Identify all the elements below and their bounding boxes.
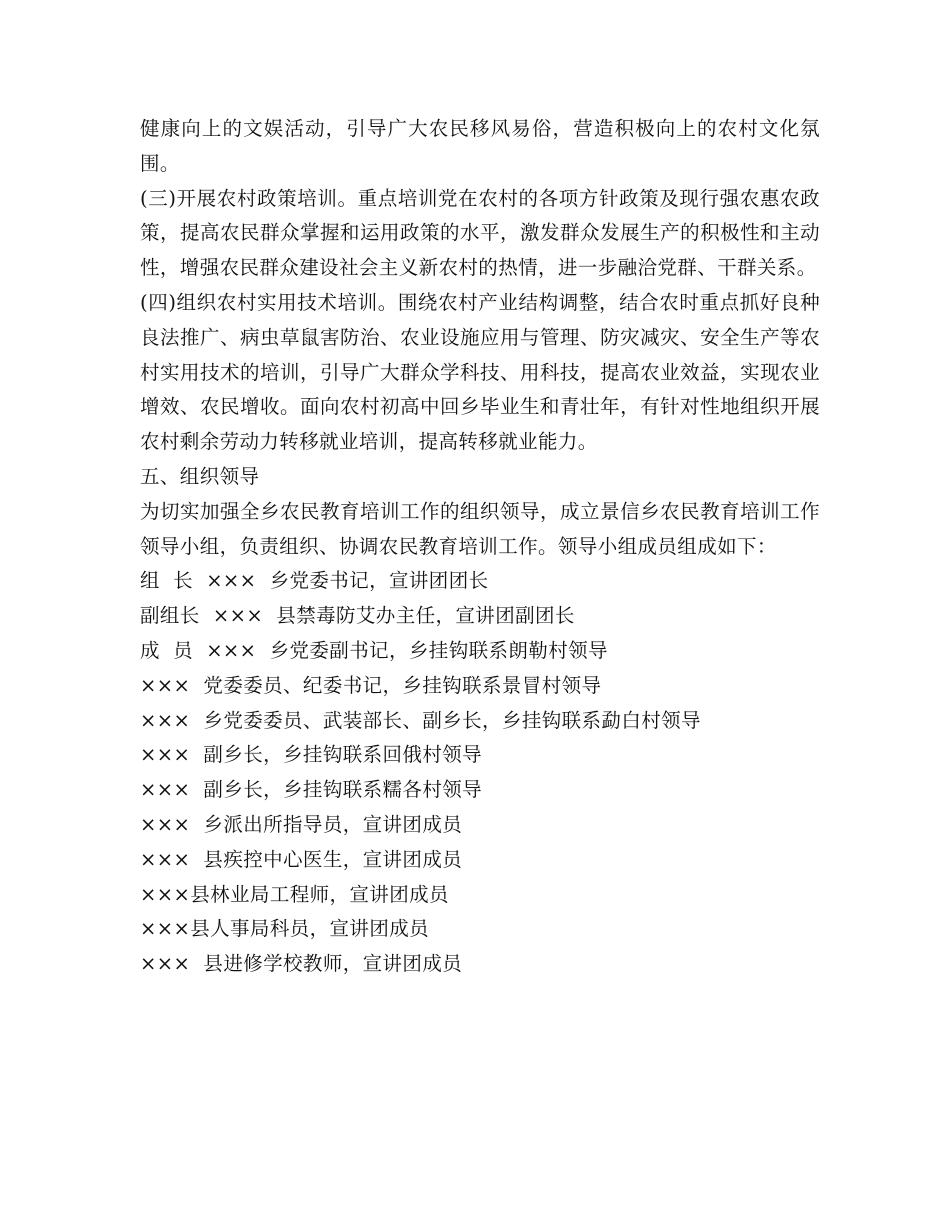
member-line: ××× 副乡长，乡挂钩联系回俄村领导 [140,743,483,767]
member-line: ×××县人事局科员，宣讲团成员 [140,917,430,941]
document-body [140,112,820,982]
member-line-leader: 组 长 ××× 乡党委书记，宣讲团团长 [140,569,489,593]
member-line: ××× 乡党委委员、武装部长、副乡长，乡挂钩联系勐白村领导 [140,708,701,732]
member-line: ××× 乡派出所指导员，宣讲团成员 [140,812,463,836]
paragraph-leadership-group-intro: 为切实加强全乡农民教育培训工作的组织领导，成立景信乡农民教育培训工作领导小组，负责组织、协调农民教育培训工作。领导小组成员组成如下： [140,499,820,558]
member-line: ××× 副乡长，乡挂钩联系糯各村领导 [140,778,483,802]
paragraph-cultural-activities: 健康向上的文娱活动，引导广大农民移风易俗，营造积极向上的农村文化氛围。 [140,117,820,175]
member-line: 成 员 ××× 乡党委副书记，乡挂钩联系朗勒村领导 [140,638,608,662]
paragraph-technical-training: (四)组织农村实用技术培训。围绕农村产业结构调整，结合农时重点抓好良种良法推广、病虫草鼠害防治、农业设施应用与管理、防灾减灾、安全生产等农村实用技术的培训，引导广大群众学科技、用科技，提高农业效益，实现农业增效、农民增收。面向农村初高中回乡毕业生和青壮年，有针对性地组织开展农村剩余劳动力转移就业培训，提高转移就业能力。 [140,290,820,454]
leadership-member-list [140,564,820,982]
member-line: ××× 县进修学校教师，宣讲团成员 [140,952,463,976]
member-line: ××× 县疾控中心医生，宣讲团成员 [140,847,463,871]
section-heading-organization-leadership: 五、组织领导 [140,464,260,488]
member-line: ××× 党委委员、纪委书记，乡挂钩联系景冒村领导 [140,673,602,697]
member-line: ×××县林业局工程师，宣讲团成员 [140,882,449,906]
member-line-deputy-leader: 副组长 ××× 县禁毒防艾办主任，宣讲团副团长 [140,604,575,628]
paragraph-policy-training: (三)开展农村政策培训。重点培训党在农村的各项方针政策及现行强农惠农政策，提高农民群众掌握和运用政策的水平，激发群众发展生产的积极性和主动性，增强农民群众建设社会主义新农村的热情，进一步融洽党群、干群关系。 [140,186,820,280]
